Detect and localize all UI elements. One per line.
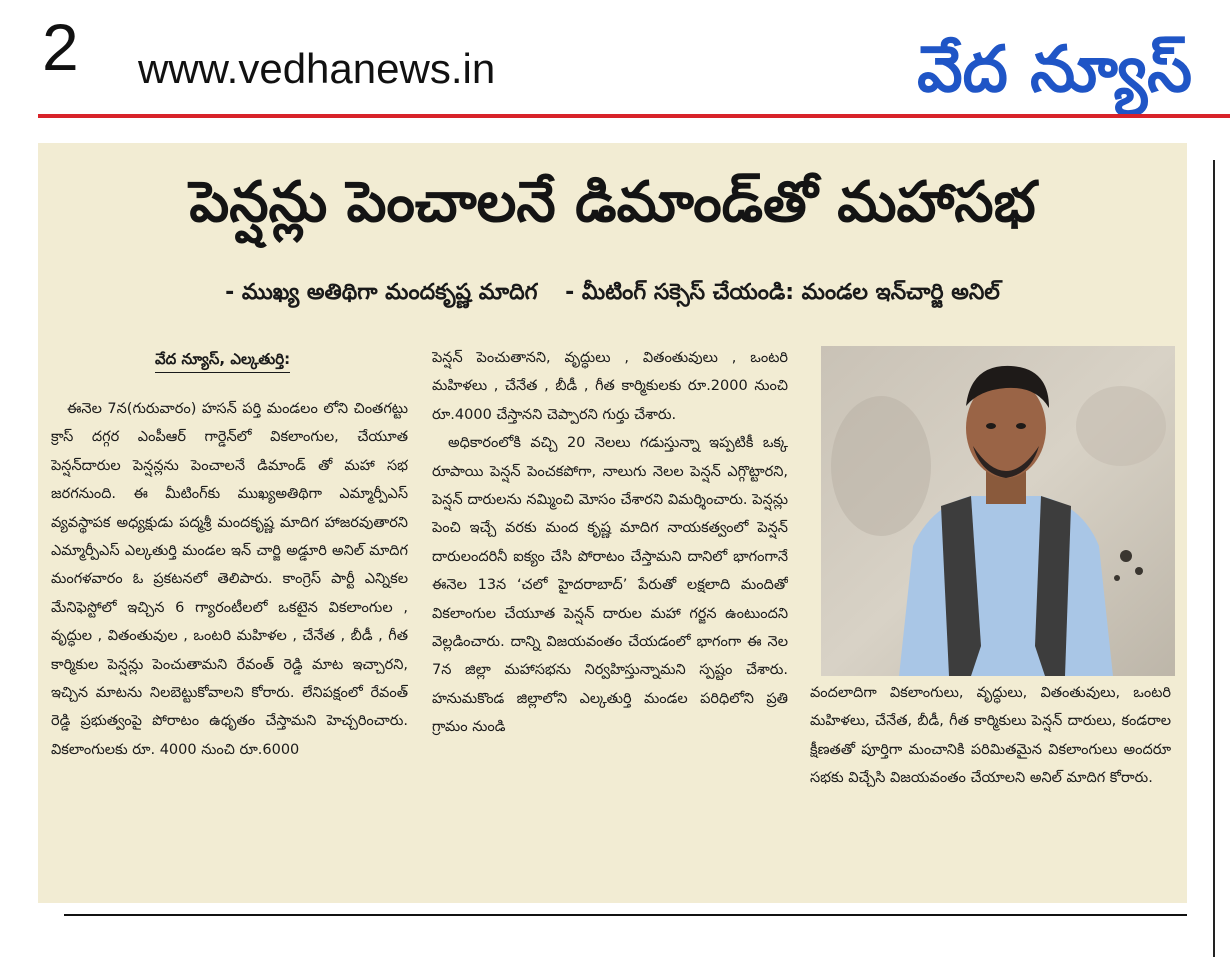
column-1 — [51, 395, 408, 895]
subhead-chief-guest: - ముఖ్య అతిథిగా మందకృష్ణ మాదిగ — [225, 280, 538, 305]
col2-paragraph: అధికారంలోకి వచ్చి 20 నెలలు గడుస్తున్నా ఇప్పటికీ ఒక్క రూపాయి పెన్షన్ పెంచకపోగా, నాలుగు నెలల పెన్షన్ ఎగ్గొట్టారని, పెన్షన్ దారులను నమ్మించి మోసం చేశారని విమర్శించారు. పెన్షన్లు పెంచి ఇచ్చే వరకు మంద కృష్ణ మాదిగ నాయకత్వంలో పెన్షన్ దారులందరినీ ఐక్యం చేసి పోరాటం చేస్తామని దానిలో భాగంగానే ఈనెల 13న ‘చలో హైదరాబాద్’ పేరుతో లక్షలాది మందితో వికలాంగుల చేయూత పెన్షన్ దారుల మహా గర్జన ఉంటుందని వెల్లడించారు. దాన్ని విజయవంతం చేయడంలో భాగంగా ఈ నెల 7న జిల్లా మహాసభను నిర్వహిస్తున్నామని స్పష్టం చేశారు. హనుమకొండ జిల్లాలోని ఎల్కతుర్తి మండల పరిధిలోని ప్రతి గ్రామం నుండి — [432, 435, 788, 736]
bottom-rule — [64, 914, 1187, 916]
col1-paragraph: ఈనెల 7న(గురువారం) హసన్ పర్తి మండలం లోని చింతగట్టు క్రాస్ దగ్గర ఎంపీఆర్ గార్డెన్‌లో వికలాంగుల, చేయూత పెన్షన్‌దారుల పెన్షన్లను పెంచాలనే డిమాండ్ తో మహా సభ జరగనుంది. ఈ మీటింగ్‌కు ముఖ్యఅతిథిగా ఎమ్మార్పీఎస్ వ్యవస్థాపక అధ్యక్షుడు పద్మశ్రీ మందకృష్ణ మాదిగ హాజరవుతారని ఎమ్మార్పీఎస్ ఎల్కతుర్తి మండల ఇన్ చార్జి అడ్డూరి అనిల్ మాదిగ మంగళవారం ఓ ప్రకటనలో తెలిపారు. కాంగ్రెస్ పార్టీ ఎన్నికల మేనిఫెస్టోలో ఇచ్చిన 6 గ్యారంటీలలో ఒకటైన వికలాంగుల , వృద్ధుల , వితంతువుల , ఒంటరి మహిళల , చేనేత , బీడీ , గీత కార్మికుల పెన్షన్లు పెంచుతామని రేవంత్ రెడ్డి మాట ఇచ్చారని, ఇచ్చిన మాటను నిలబెట్టుకోవాలని కోరారు. లేనిపక్షంలో రేవంత్ రెడ్డి ప్రభుత్వంపై పోరాటం ఉధృతం చేస్తామని హెచ్చరించారు. వికలాంగులకు రూ. 4000 నుంచి రూ.6000 — [51, 401, 408, 758]
col3-paragraph: వందలాదిగా వికలాంగులు, వృద్ధులు, వితంతువులు, ఒంటరి మహిళలు, చేనేత, బీడీ, గీత కార్మికులు పెన్షన్ దారులు, కండరాల క్షీణతతో పూర్తిగా మంచానికి పరిమితమైన వికలాంగులు అందరూ సభకు విచ్చేసి విజయవంతం చేయాలని అనిల్ మాదిగ కోరారు. — [810, 685, 1171, 787]
headline: పెన్షన్లు పెంచాలనే డిమాండ్‌తో మహాసభ — [189, 170, 1036, 235]
subheads — [38, 269, 1187, 317]
byline: వేద న్యూస్, ఎల్కతుర్తి: — [155, 346, 290, 373]
news-photo — [821, 346, 1175, 676]
subhead-meeting-success: - మీటింగ్ సక్సెస్ చేయండి: మండల ఇన్‌చార్జి అనిల్ — [565, 280, 1000, 305]
header-red-rule — [38, 114, 1230, 118]
column-3 — [810, 679, 1171, 859]
column-divider-line — [1213, 160, 1215, 957]
page-number: 2 — [42, 10, 79, 84]
site-url: www.vedhanews.in — [138, 45, 496, 92]
article-box — [38, 143, 1187, 903]
masthead-logo: వేద న్యూస్ — [917, 33, 1192, 107]
column-2 — [432, 344, 788, 899]
col2-paragraph: పెన్షన్ పెంచుతానని, వృద్ధులు , వితంతువులు , ఒంటరి మహిళలు , చేనేత , బీడీ , గీత కార్మికులకు రూ.2000 నుంచి రూ.4000 చేస్తానని చెప్పారని గుర్తు చేశారు. — [432, 350, 788, 423]
